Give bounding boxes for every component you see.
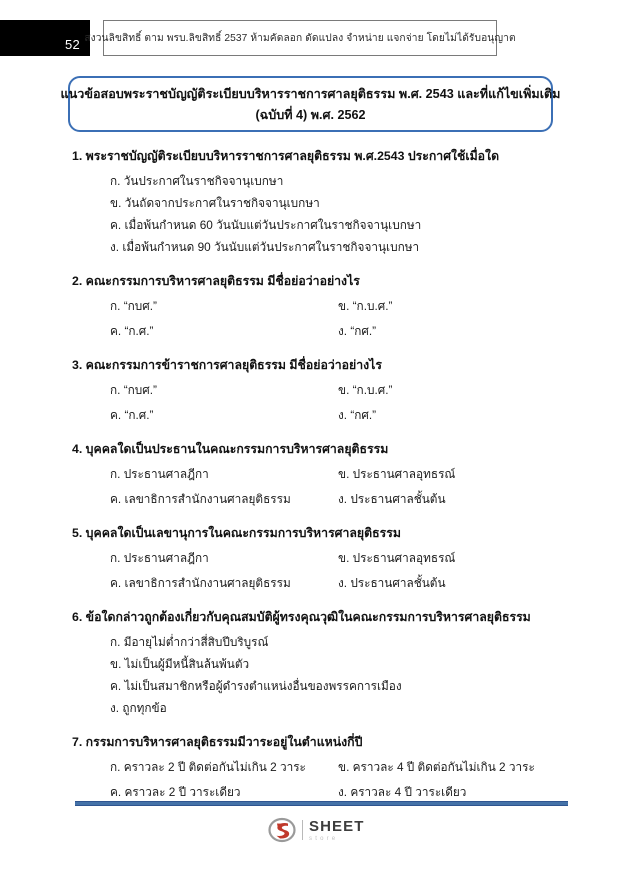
option-a[interactable]: ก. ประธานศาลฎีกา bbox=[110, 467, 209, 481]
option-c[interactable]: ค. “ก.ศ.” bbox=[110, 324, 154, 338]
option-a[interactable]: ก. “กบศ.” bbox=[110, 299, 157, 313]
question-stem: 7. กรรมการบริหารศาลยุติธรรมมีวาระอยู่ในตำแหน่งกี่ปี bbox=[72, 735, 363, 749]
option-list bbox=[110, 547, 621, 594]
footer-divider bbox=[75, 801, 568, 806]
sheet-store-logo-icon bbox=[268, 816, 296, 844]
exam-title-line-2: (ฉบับที่ 4) พ.ศ. 2562 bbox=[255, 107, 366, 122]
logo-secondary-text: store bbox=[309, 835, 339, 842]
question-list bbox=[0, 146, 621, 816]
option-list bbox=[110, 295, 621, 342]
option-a[interactable]: ก. ประธานศาลฎีกา bbox=[110, 551, 209, 565]
question-item bbox=[0, 439, 621, 510]
option-a[interactable]: ก. วันประกาศในราชกิจจานุเบกษา bbox=[110, 174, 284, 188]
option-b[interactable]: ข. ไม่เป็นผู้มีหนี้สินล้นพ้นตัว bbox=[110, 657, 250, 671]
question-item bbox=[0, 146, 621, 258]
question-stem: 6. ข้อใดกล่าวถูกต้องเกี่ยวกับคุณสมบัติผู้ทรงคุณวุฒิในคณะกรรมการบริหารศาลยุติธรรม bbox=[72, 610, 531, 624]
option-b[interactable]: ข. ประธานศาลอุทธรณ์ bbox=[338, 467, 456, 481]
option-list bbox=[110, 756, 621, 803]
question-item bbox=[0, 523, 621, 594]
question-item bbox=[0, 732, 621, 803]
option-c[interactable]: ค. ไม่เป็นสมาชิกหรือผู้ดำรงตำแหน่งอื่นของพรรคการเมือง bbox=[110, 679, 402, 693]
question-item bbox=[0, 355, 621, 426]
option-list bbox=[110, 463, 621, 510]
option-a[interactable]: ก. “กบศ.” bbox=[110, 383, 157, 397]
page-number: 52 bbox=[64, 37, 80, 52]
question-item bbox=[0, 607, 621, 719]
option-d[interactable]: ง. เมื่อพ้นกำหนด 90 วันนับแต่วันประกาศในราชกิจจานุเบกษา bbox=[110, 240, 420, 254]
option-d[interactable]: ง. “กศ.” bbox=[338, 324, 377, 338]
logo-primary-text: SHEET bbox=[309, 817, 365, 835]
option-b[interactable]: ข. “ก.บ.ศ.” bbox=[338, 299, 393, 313]
option-b[interactable]: ข. วันถัดจากประกาศในราชกิจจานุเบกษา bbox=[110, 196, 320, 210]
question-stem: 4. บุคคลใดเป็นประธานในคณะกรรมการบริหารศาลยุติธรรม bbox=[72, 442, 389, 456]
option-c[interactable]: ค. “ก.ศ.” bbox=[110, 408, 154, 422]
option-c[interactable]: ค. เลขาธิการสำนักงานศาลยุติธรรม bbox=[110, 492, 291, 506]
question-stem: 2. คณะกรรมการบริหารศาลยุติธรรม มีชื่อย่อว่าอย่างไร bbox=[72, 274, 360, 288]
question-stem: 3. คณะกรรมการข้าราชการศาลยุติธรรม มีชื่อย่อว่าอย่างไร bbox=[72, 358, 382, 372]
question-item bbox=[0, 271, 621, 342]
footer-logo bbox=[268, 816, 365, 844]
option-b[interactable]: ข. คราวละ 4 ปี ติดต่อกันไม่เกิน 2 วาระ bbox=[338, 760, 535, 774]
copyright-notice-box bbox=[84, 20, 516, 56]
question-stem: 1. พระราชบัญญัติระเบียบบริหารราชการศาลยุติธรรม พ.ศ.2543 ประกาศใช้เมื่อใด bbox=[72, 149, 500, 163]
option-d[interactable]: ง. ถูกทุกข้อ bbox=[110, 701, 167, 715]
option-c[interactable]: ค. เลขาธิการสำนักงานศาลยุติธรรม bbox=[110, 576, 291, 590]
option-b[interactable]: ข. ประธานศาลอุทธรณ์ bbox=[338, 551, 456, 565]
page-number-badge bbox=[0, 20, 90, 56]
option-list bbox=[110, 170, 621, 258]
option-a[interactable]: ก. มีอายุไม่ต่ำกว่าสี่สิบปีบริบูรณ์ bbox=[110, 635, 269, 649]
logo-wordmark bbox=[309, 819, 365, 842]
page-header bbox=[0, 20, 621, 56]
option-a[interactable]: ก. คราวละ 2 ปี ติดต่อกันไม่เกิน 2 วาระ bbox=[110, 760, 306, 774]
option-d[interactable]: ง. “กศ.” bbox=[338, 408, 377, 422]
option-d[interactable]: ง. ประธานศาลชั้นต้น bbox=[338, 576, 446, 590]
copyright-notice-text: สงวนลิขสิทธิ์ ตาม พรบ.ลิขสิทธิ์ 2537 ห้ามคัดลอก ดัดแปลง จำหน่าย แจกจ่าย โดยไม่ได้รับอนุญาต bbox=[84, 33, 516, 44]
option-c[interactable]: ค. เมื่อพ้นกำหนด 60 วันนับแต่วันประกาศในราชกิจจานุเบกษา bbox=[110, 218, 422, 232]
option-list bbox=[110, 631, 621, 719]
option-c[interactable]: ค. คราวละ 2 ปี วาระเดียว bbox=[110, 785, 241, 799]
option-d[interactable]: ง. คราวละ 4 ปี วาระเดียว bbox=[338, 785, 467, 799]
option-d[interactable]: ง. ประธานศาลชั้นต้น bbox=[338, 492, 446, 506]
exam-title-box bbox=[60, 76, 561, 132]
option-list bbox=[110, 379, 621, 426]
option-b[interactable]: ข. “ก.บ.ศ.” bbox=[338, 383, 393, 397]
question-stem: 5. บุคคลใดเป็นเลขานุการในคณะกรรมการบริหารศาลยุติธรรม bbox=[72, 526, 401, 540]
logo-divider bbox=[302, 820, 303, 840]
exam-title-line-1: แนวข้อสอบพระราชบัญญัติระเบียบบริหารราชการศาลยุติธรรม พ.ศ. 2543 และที่แก้ไขเพิ่มเติม bbox=[60, 86, 561, 101]
